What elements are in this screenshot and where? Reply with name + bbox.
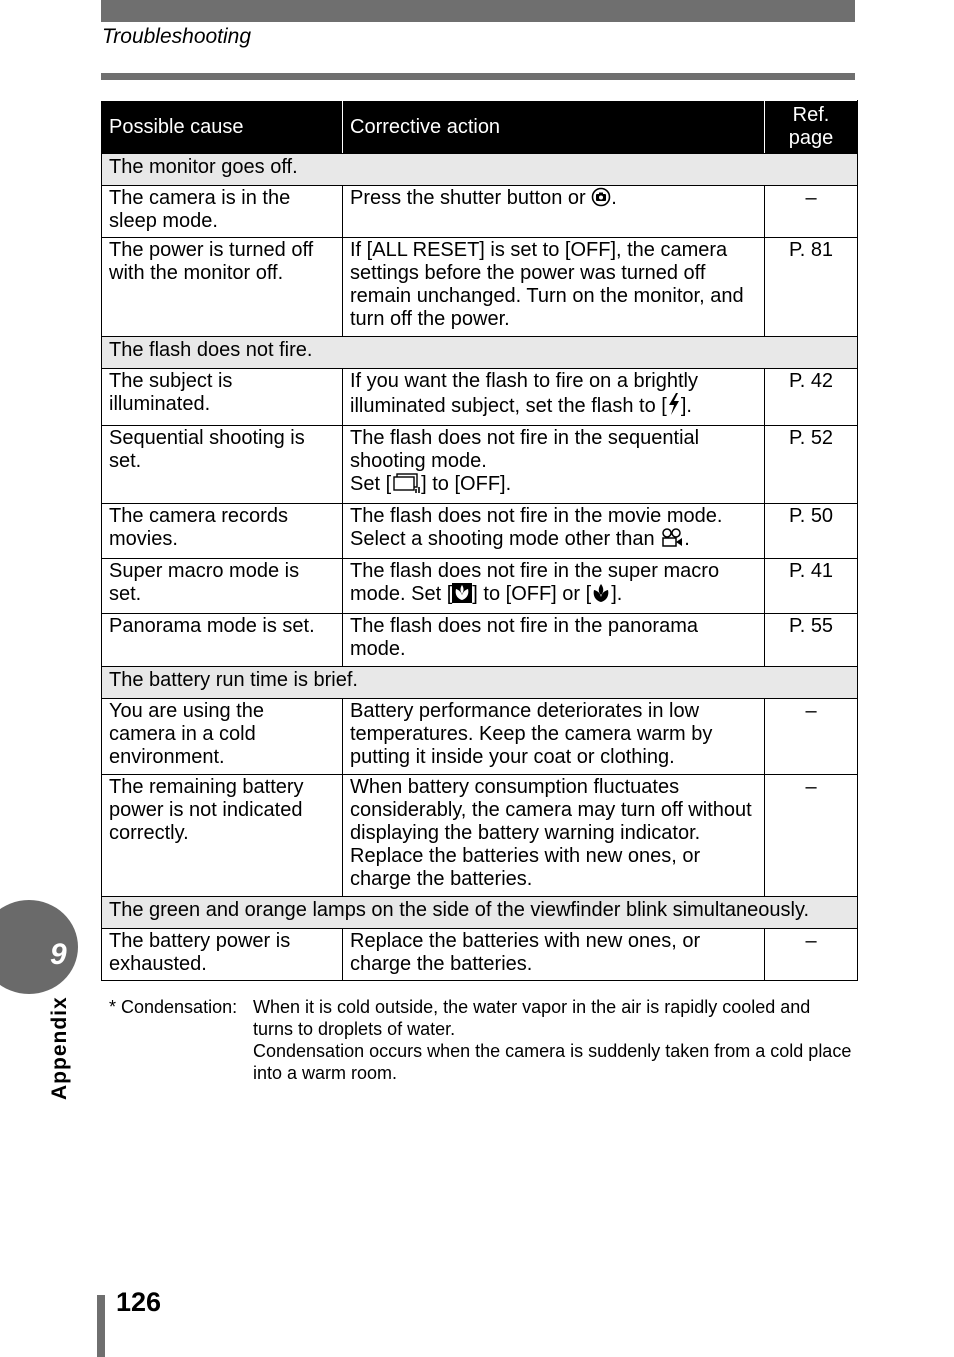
ref-cell: P. 42 [765, 369, 858, 426]
action-cell [343, 559, 765, 614]
cause-cell: You are using the camera in a cold environment. [102, 699, 343, 775]
action-text: ] to [OFF] or [ [472, 583, 592, 605]
action-text: Select a shooting mode other than [350, 528, 661, 550]
chapter-label: Appendix [48, 996, 71, 1100]
page-number: 126 [116, 1287, 162, 1317]
group-title: The monitor goes off. [102, 154, 858, 186]
cause-cell: The camera is in the sleep mode. [102, 186, 343, 238]
cause-cell: The battery power is exhausted. [102, 929, 343, 981]
table-header-row [102, 101, 858, 154]
table-row [102, 559, 858, 614]
action-text: ]. [611, 583, 623, 605]
ref-cell: P. 50 [765, 504, 858, 559]
header-bar [101, 0, 855, 22]
ref-cell: P. 41 [765, 559, 858, 614]
table-row [102, 238, 858, 337]
header-ref: Ref. page [765, 101, 858, 154]
action-text: . [684, 528, 690, 550]
action-text: . [611, 187, 617, 209]
movie-icon [660, 528, 684, 554]
footnote-text [253, 996, 853, 1084]
action-text: The flash does not fire in the movie mode. [350, 505, 723, 527]
group-row [102, 667, 858, 699]
cause-cell: The camera records movies. [102, 504, 343, 559]
action-text: The flash does not fire in the super macro mode. Set [ [350, 560, 720, 605]
header-rule [101, 73, 855, 80]
action-cell [343, 426, 765, 504]
cause-cell: The remaining battery power is not indicated correctly. [102, 775, 343, 897]
action-text: The flash does not fire in the sequential shooting mode. [350, 427, 700, 472]
action-cell [343, 504, 765, 559]
action-cell: When battery consumption fluctuates considerably, the camera may turn off without displaying the battery warning indicator. Replace the batteries with new ones, or charge the batteries. [343, 775, 765, 897]
action-text: Press the shutter button or [350, 187, 592, 209]
cause-cell: Super macro mode is set. [102, 559, 343, 614]
header-action: Corrective action [343, 101, 765, 154]
table-row [102, 186, 858, 238]
chapter-number: 9 [50, 938, 67, 971]
sequential-shooting-icon [391, 473, 421, 499]
action-cell [343, 369, 765, 426]
action-text: ]. [680, 395, 692, 417]
group-title: The flash does not fire. [102, 337, 858, 369]
ref-cell: – [765, 186, 858, 238]
section-title: Troubleshooting [102, 25, 252, 48]
cause-cell: Panorama mode is set. [102, 614, 343, 667]
action-cell: If [ALL RESET] is set to [OFF], the camera settings before the power was turned off remain unchanged. Turn on the monitor, and turn off the power. [343, 238, 765, 337]
group-row [102, 897, 858, 929]
action-text: If you want the flash to fire on a brightly illuminated subject, set the flash to [ [350, 370, 698, 417]
ref-cell: – [765, 929, 858, 981]
action-cell: The flash does not fire in the panorama mode. [343, 614, 765, 667]
table-row [102, 426, 858, 504]
ref-cell: P. 81 [765, 238, 858, 337]
table-row [102, 369, 858, 426]
camera-mode-icon [591, 187, 611, 213]
table-row [102, 775, 858, 897]
header-cause: Possible cause [102, 101, 343, 154]
group-row [102, 154, 858, 186]
action-cell [343, 186, 765, 238]
table-row [102, 504, 858, 559]
cause-cell: The subject is illuminated. [102, 369, 343, 426]
group-title: The green and orange lamps on the side of the viewfinder blink simultaneously. [102, 897, 858, 929]
super-macro-icon [452, 583, 472, 609]
ref-cell: P. 55 [765, 614, 858, 667]
ref-cell: P. 52 [765, 426, 858, 504]
cause-cell: Sequential shooting is set. [102, 426, 343, 504]
footnote-line: Condensation occurs when the camera is suddenly taken from a cold place into a warm room. [253, 1041, 852, 1083]
cause-cell: The power is turned off with the monitor off. [102, 238, 343, 337]
troubleshooting-table [101, 100, 858, 981]
action-cell: Battery performance deteriorates in low temperatures. Keep the camera warm by putting it inside your coat or clothing. [343, 699, 765, 775]
page-number-bar [97, 1295, 105, 1357]
action-text: ] to [OFF]. [421, 473, 512, 495]
table-row [102, 614, 858, 667]
table-row [102, 929, 858, 981]
group-title: The battery run time is brief. [102, 667, 858, 699]
action-text: Set [ [350, 473, 392, 495]
footnote-line: When it is cold outside, the water vapor in the air is rapidly cooled and turns to droplets of water. [253, 997, 811, 1039]
action-cell: Replace the batteries with new ones, or charge the batteries. [343, 929, 765, 981]
ref-cell: – [765, 699, 858, 775]
flash-icon [667, 393, 681, 421]
footnote-label: * Condensation: [109, 997, 238, 1017]
group-row [102, 337, 858, 369]
table-row [102, 699, 858, 775]
ref-cell: – [765, 775, 858, 897]
macro-icon [591, 583, 611, 609]
